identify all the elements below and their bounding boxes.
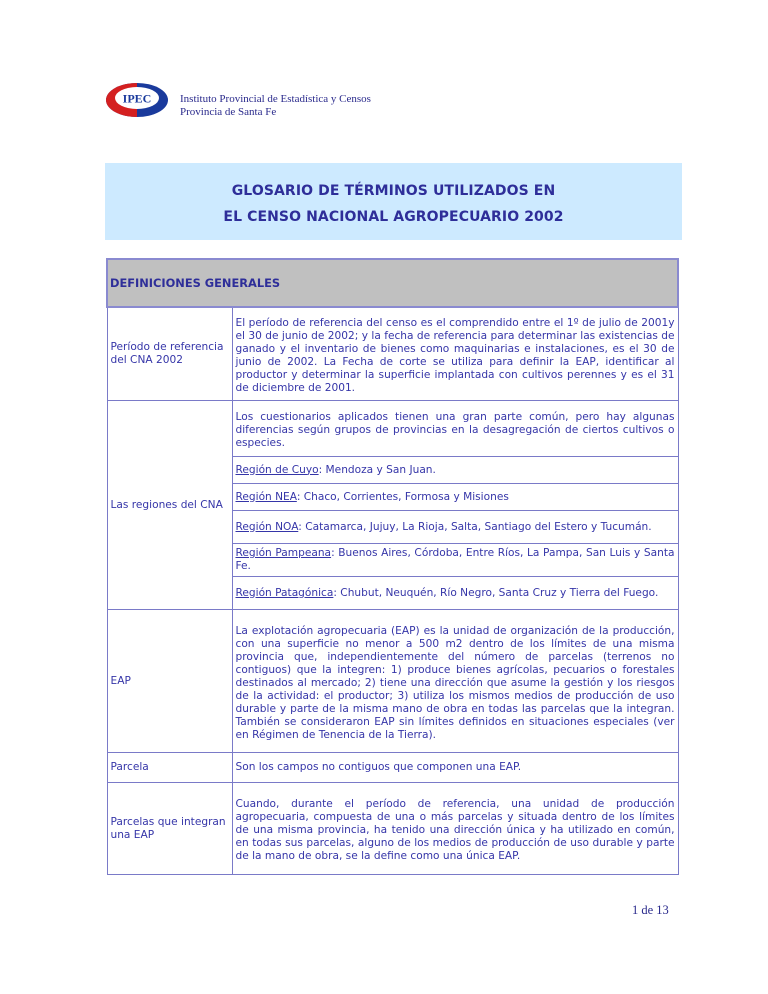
region-provinces: : Mendoza y San Juan.: [318, 463, 436, 476]
table-row: [107, 307, 678, 401]
section-heading: DEFINICIONES GENERALES: [107, 259, 678, 307]
table-row: [107, 753, 678, 783]
region-name: Región Pampeana: [235, 547, 332, 559]
region-provinces: : Catamarca, Jujuy, La Rioja, Salta, Santiago del Estero y Tucumán.: [298, 520, 652, 533]
region-name: Región Patagónica: [235, 586, 334, 599]
document-title-box: [105, 163, 682, 240]
region-name: Región de Cuyo: [235, 463, 319, 476]
region-nea: [232, 484, 678, 511]
region-provinces: : Chaco, Corrientes, Formosa y Misiones: [296, 490, 509, 503]
region-patagonica: [232, 577, 678, 610]
region-cuyo: [232, 457, 678, 484]
institute-line-1: Instituto Provincial de Estadística y Censos: [180, 93, 371, 105]
table-row: [107, 783, 678, 875]
page-header: [105, 80, 505, 120]
table-row: [107, 401, 678, 457]
term-parcelas-eap: Parcelas que integran una EAP: [107, 783, 232, 875]
definition-periodo: El período de referencia del censo es el comprendido entre el 1º de julio de 2001y el 30 de junio de 2002; y la fecha de referencia para determinar las existencias de ganado y el inventario de bienes como maquinarias e instalaciones, es el 30 de junio de 2002. La Fecha de corte se utiliza para definir la EAP, identificar al productor y determinar la superficie implantada con cultivos perennes y es el 31 de diciembre de 2001.: [232, 307, 678, 401]
region-noa: [232, 511, 678, 544]
term-periodo: Período de referencia del CNA 2002: [107, 307, 232, 401]
document-title-line-1: GLOSARIO DE TÉRMINOS UTILIZADOS EN: [231, 183, 556, 199]
term-eap: EAP: [107, 610, 232, 753]
region-provinces: : Buenos Aires, Córdoba, Entre Ríos, La Pampa, San Luis y Santa Fe.: [235, 547, 675, 572]
definition-regiones-intro: Los cuestionarios aplicados tienen una gran parte común, pero hay algunas diferencias según grupos de provincias en la desagregación de ciertos cultivos o especies.: [232, 401, 678, 457]
region-name: Región NOA: [235, 520, 299, 533]
glossary-table: [106, 258, 679, 875]
region-pampeana: [232, 544, 678, 577]
region-provinces: : Chubut, Neuquén, Río Negro, Santa Cruz y Tierra del Fuego.: [333, 586, 659, 599]
term-parcela: Parcela: [107, 753, 232, 783]
institute-name: [180, 93, 371, 119]
section-header-row: [107, 259, 678, 307]
definition-eap: La explotación agropecuaria (EAP) es la unidad de organización de la producción, con una superficie no menor a 500 m2 dentro de los límites de una misma provincia que, independientemente del número de parcelas (terrenos no contiguos) que la integren: 1) produce bienes agrícolas, pecuarios o forestales destinados al mercado; 2) tiene una dirección que asume la gestión y los riesgos de la actividad: el productor; 3) utiliza los mismos medios de producción de uso durable y parte de la misma mano de obra en todas las parcelas que la integran. También se consideraron EAP sin límites definidos en situaciones especiales (ver en Régimen de Tenencia de la Tierra).: [232, 610, 678, 753]
definition-parcelas-eap: Cuando, durante el período de referencia, una unidad de producción agropecuaria, compuesta de una o más parcelas y situada dentro de los límites de una misma provincia, ha tenido una dirección única y ha utilizado en común, en todas sus parcelas, alguno de los medios de producción de uso durable y parte de la mano de obra, se la define como una única EAP.: [232, 783, 678, 875]
page-number: 1 de 13: [632, 903, 669, 917]
ipec-logo-icon: [105, 82, 169, 118]
region-name: Región NEA: [235, 490, 297, 503]
document-title-line-2: EL CENSO NACIONAL AGROPECUARIO 2002: [223, 209, 564, 225]
term-regiones: Las regiones del CNA: [107, 401, 232, 610]
institute-line-2: Provincia de Santa Fe: [180, 106, 277, 118]
table-row: [107, 610, 678, 753]
logo-text: IPEC: [122, 91, 152, 106]
definition-parcela: Son los campos no contiguos que componen una EAP.: [232, 753, 678, 783]
